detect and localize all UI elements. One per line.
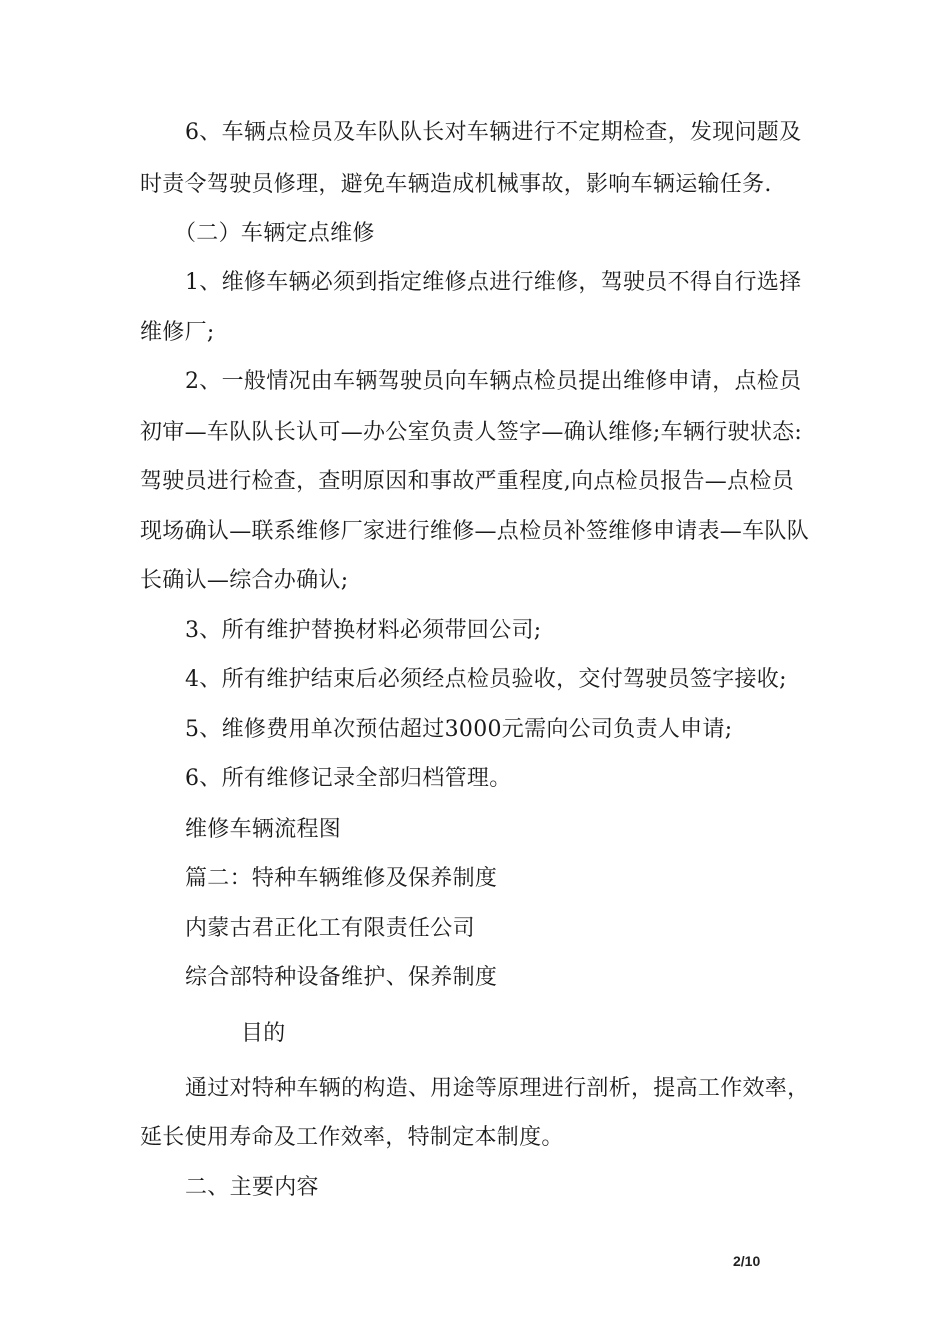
chapter-heading: 篇二：特种车辆维修及保养制度 xyxy=(185,866,498,891)
paragraph-line: 通过对特种车辆的构造、用途等原理进行剖析，提高工作效率， xyxy=(185,1076,810,1101)
paragraph-line: 1、维修车辆必须到指定维修点进行维修，驾驶员不得自行选择 xyxy=(185,270,802,295)
regulation-title: 综合部特种设备维护、保养制度 xyxy=(185,965,498,990)
paragraph-line: 维修厂; xyxy=(140,320,215,345)
paragraph-line: 2、一般情况由车辆驾驶员向车辆点检员提出维修申请，点检员 xyxy=(185,369,802,394)
paragraph-line: 4、所有维护结束后必须经点检员验收，交付驾驶员签字接收; xyxy=(185,667,787,692)
flowchart-label: 维修车辆流程图 xyxy=(185,817,342,842)
paragraph-line: 现场确认—联系维修厂家进行维修—点检员补签维修申请表—车队队 xyxy=(140,519,810,544)
section-heading: 目的 xyxy=(241,1021,286,1046)
section-heading: （二）车辆定点维修 xyxy=(174,221,375,246)
paragraph-line: 6、车辆点检员及车队队长对车辆进行不定期检查，发现问题及 xyxy=(185,120,802,145)
paragraph-line: 长确认—综合办确认; xyxy=(140,568,349,593)
paragraph-line: 3、所有维护替换材料必须带回公司; xyxy=(185,618,542,643)
paragraph-line: 延长使用寿命及工作效率，特制定本制度。 xyxy=(140,1125,564,1150)
company-name: 内蒙古君正化工有限责任公司 xyxy=(185,916,475,941)
section-heading: 二、主要内容 xyxy=(185,1175,319,1200)
paragraph-line: 初审—车队队长认可—办公室负责人签字—确认维修;车辆行驶状态: xyxy=(140,420,803,445)
paragraph-line: 6、所有维修记录全部归档管理。 xyxy=(185,766,512,791)
paragraph-line: 时责令驾驶员修理，避免车辆造成机械事故，影响车辆运输任务. xyxy=(140,172,772,197)
paragraph-line: 驾驶员进行检查，查明原因和事故严重程度,向点检员报告—点检员 xyxy=(140,469,794,494)
paragraph-line: 5、维修费用单次预估超过3000元需向公司负责人申请; xyxy=(185,717,733,742)
page-number: 2/10 xyxy=(733,1253,761,1269)
